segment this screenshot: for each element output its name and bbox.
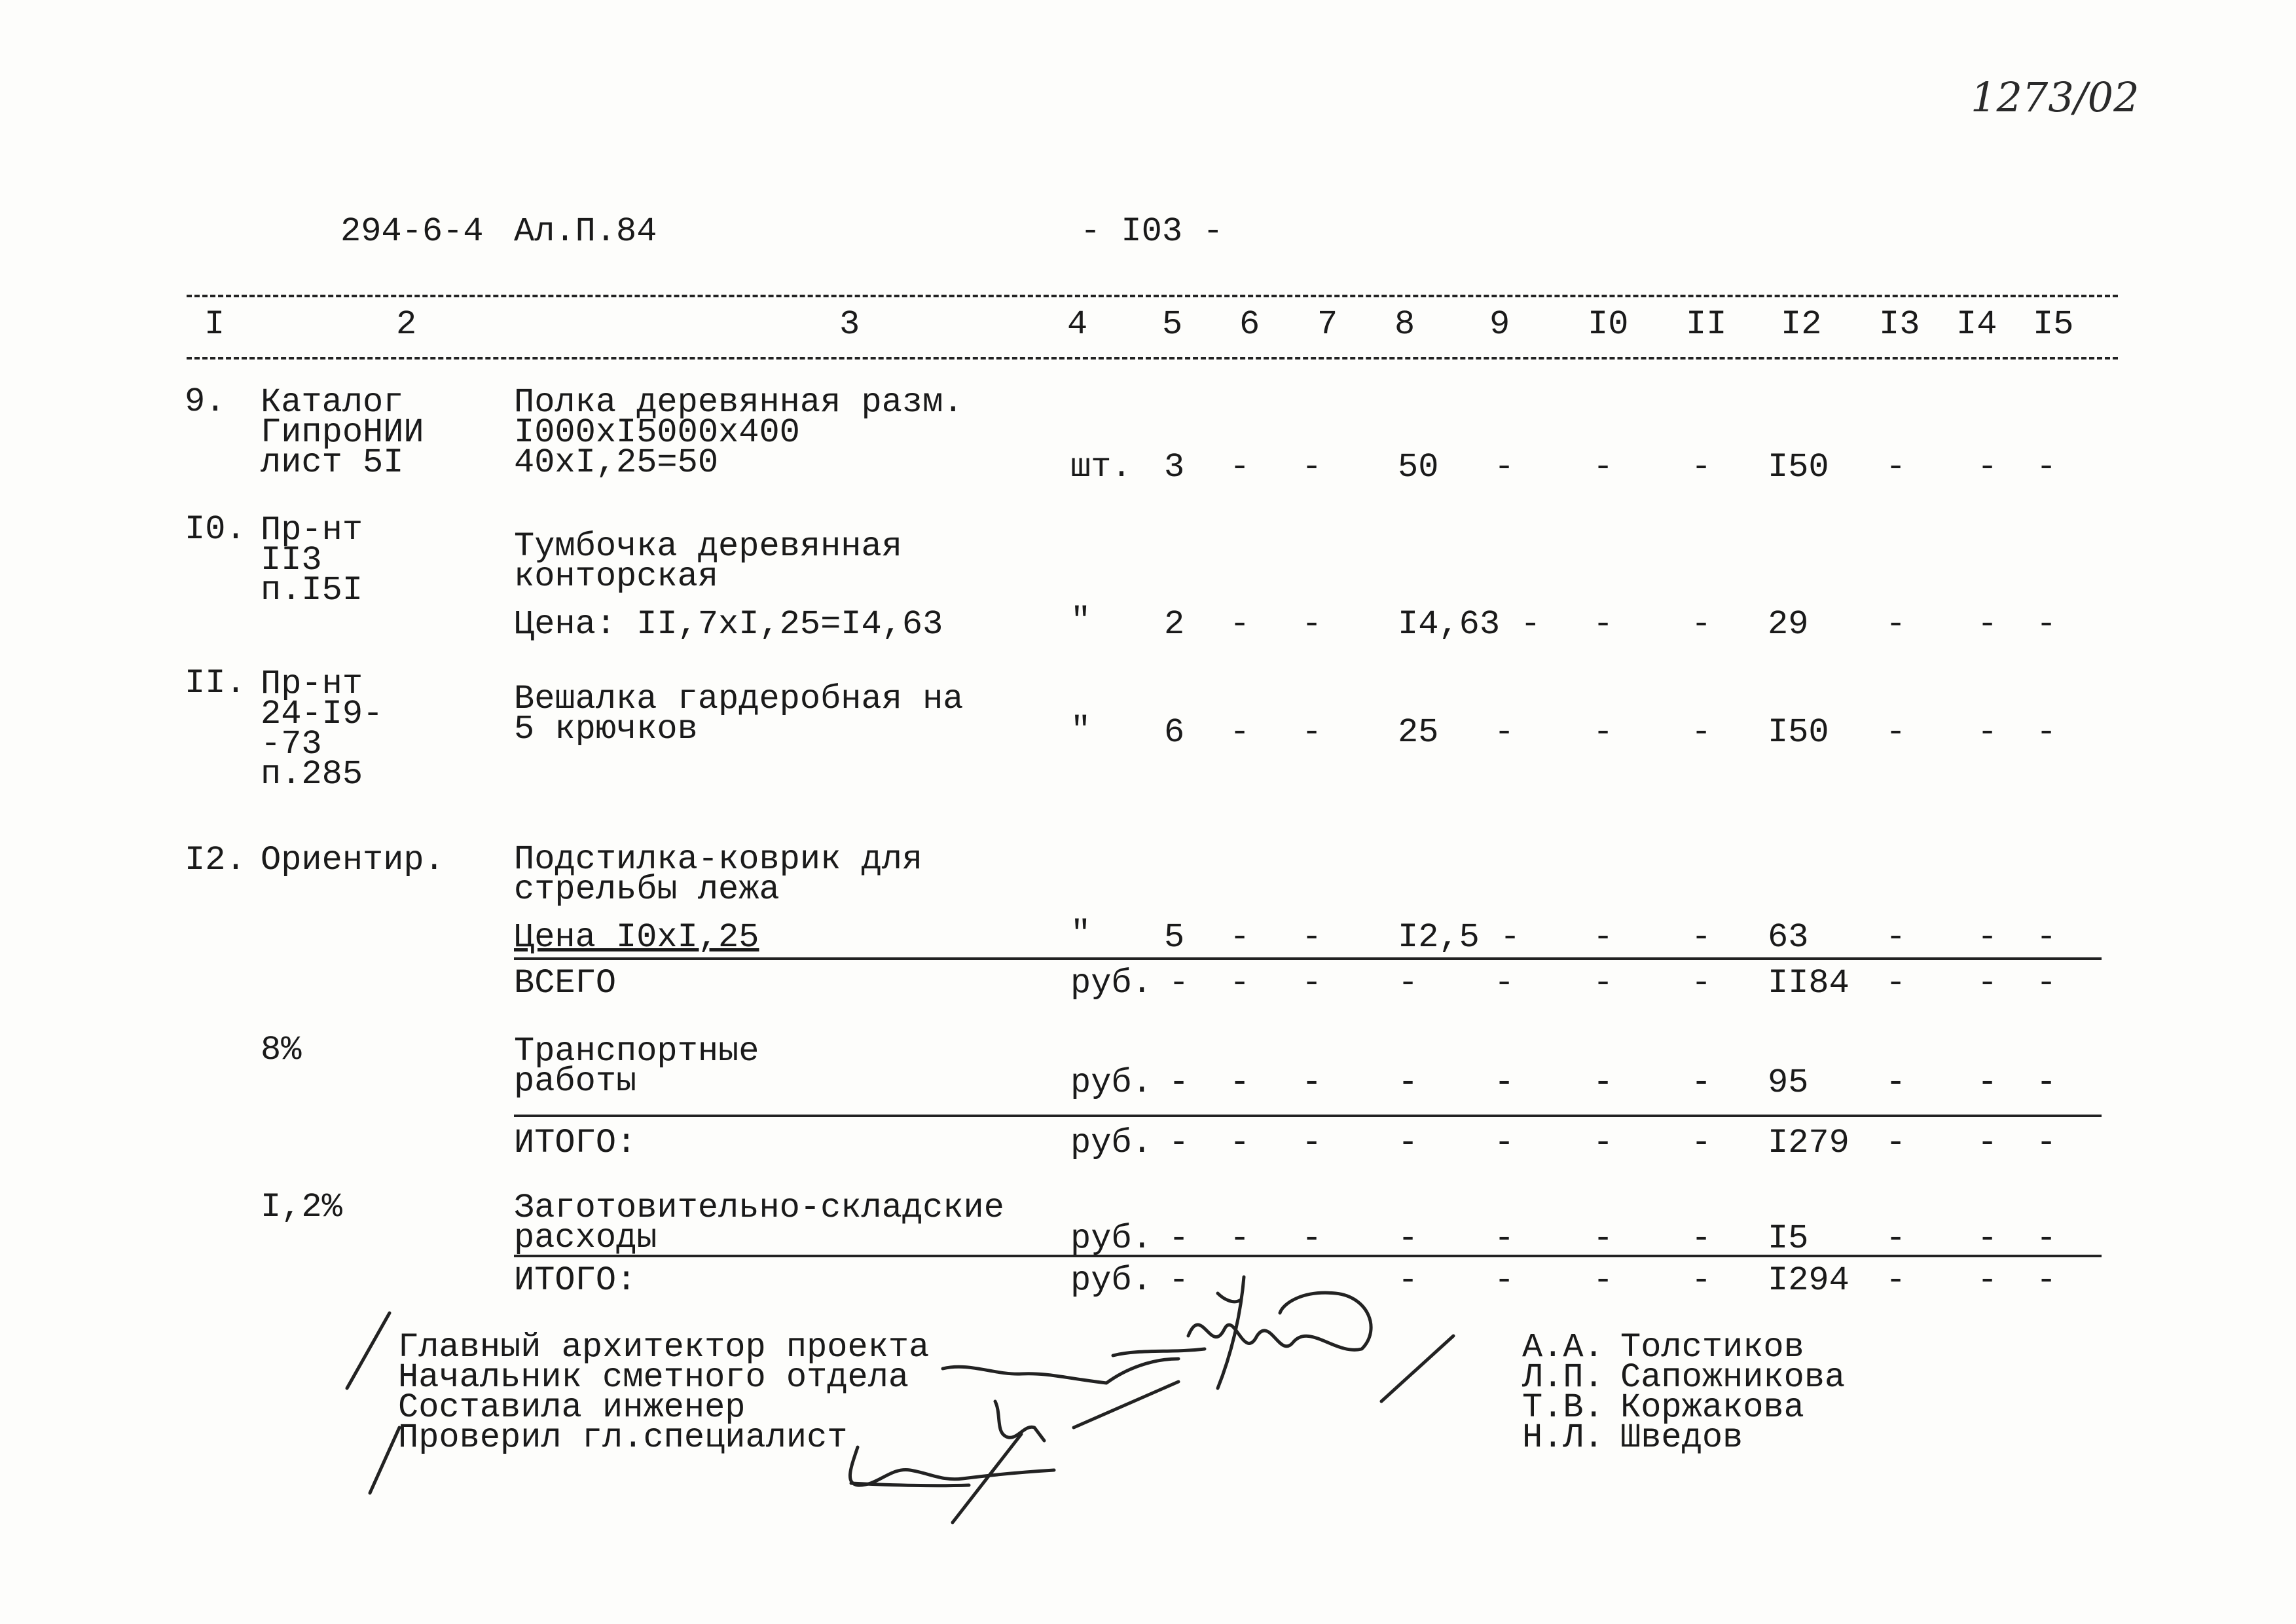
dash: - [1886, 1219, 1906, 1258]
dash: - [1494, 1219, 1515, 1258]
row-source: Пр-нт 24-I9- -73 п.285 [261, 665, 384, 794]
row-col10: - [1593, 918, 1614, 957]
row-col5: 6 [1164, 713, 1185, 752]
dash: - [2036, 1063, 2057, 1102]
dash: - [1977, 1219, 1998, 1258]
signature-initials: А.А. Л.П. Т.В. Н.Л. [1522, 1328, 1604, 1457]
row-col13: - [1886, 918, 1906, 957]
dash: - [1398, 1219, 1419, 1258]
dash: - [1977, 964, 1998, 1003]
dash: - [1886, 1063, 1906, 1102]
col-header-3: 3 [839, 305, 860, 344]
row-col7: - [1302, 605, 1322, 644]
row-source: Пр-нт II3 п.I5I [261, 511, 363, 610]
album-reference: Ал.П.84 [514, 212, 657, 251]
row-col8: I2,5 - [1398, 918, 1521, 957]
dash: - [1169, 1124, 1190, 1162]
row-col14: - [1977, 605, 1998, 644]
row-col15: - [2036, 713, 2057, 752]
row-col13: - [1886, 448, 1906, 487]
summary-amount: 95 [1768, 1063, 1809, 1102]
row-price: Цена I0xI,25 [514, 918, 759, 957]
row-col8: 50 [1398, 448, 1439, 487]
summary-amount: I279 [1768, 1124, 1850, 1162]
row-col10: - [1593, 713, 1614, 752]
row-number: I0. [185, 510, 246, 549]
dash: - [1398, 1124, 1419, 1162]
row-unit: " [1070, 915, 1091, 953]
col-header-1: I [204, 305, 225, 344]
dash: - [1169, 1261, 1190, 1300]
row-col15: - [2036, 605, 2057, 644]
col-header-2: 2 [396, 305, 417, 344]
dash: - [1593, 1063, 1614, 1102]
row-unit: шт. [1070, 448, 1132, 487]
dash: - [1302, 964, 1322, 1003]
col-header-5: 5 [1162, 305, 1183, 344]
row-col5: 2 [1164, 605, 1185, 644]
dash: - [1230, 964, 1250, 1003]
summary-label: Заготовительно-складские расходы [514, 1189, 1004, 1257]
dash: - [1886, 1261, 1906, 1300]
row-col7: - [1302, 713, 1322, 752]
dash: - [1398, 1261, 1419, 1300]
dash: - [1169, 1219, 1190, 1258]
dash: - [1230, 1063, 1250, 1102]
dash: - [1593, 1261, 1614, 1300]
row-col5: 5 [1164, 918, 1185, 957]
row-unit: " [1070, 711, 1091, 750]
dash: - [1494, 1124, 1515, 1162]
row-col6: - [1230, 713, 1250, 752]
dash: - [1169, 964, 1190, 1003]
col-header-13: I3 [1879, 305, 1920, 344]
dash: - [1398, 964, 1419, 1003]
col-header-14: I4 [1956, 305, 1997, 344]
row-number: II. [185, 664, 246, 703]
col-header-11: II [1686, 305, 1727, 344]
summary-amount: II84 [1768, 964, 1850, 1003]
summary-unit: руб. [1070, 1063, 1152, 1102]
summary-percent: 8% [261, 1031, 302, 1069]
document-code: 294-6-4 [340, 212, 484, 251]
col-header-12: I2 [1781, 305, 1822, 344]
row-col10: - [1593, 448, 1614, 487]
dash: - [1691, 964, 1712, 1003]
row-col14: - [1977, 918, 1998, 957]
row-col6: - [1230, 448, 1250, 487]
dash: - [1169, 1063, 1190, 1102]
row-col7: - [1302, 918, 1322, 957]
dash: - [1593, 1124, 1614, 1162]
dash: - [1593, 964, 1614, 1003]
dash: - [1691, 1261, 1712, 1300]
row-col9: - [1494, 448, 1515, 487]
summary-label: ВСЕГО [514, 964, 617, 1003]
row-col14: - [1977, 713, 1998, 752]
col-header-8: 8 [1394, 305, 1415, 344]
row-col15: - [2036, 448, 2057, 487]
summary-label: ИТОГО: [514, 1124, 637, 1162]
summary-unit: руб. [1070, 1124, 1152, 1162]
row-col9: - [1494, 713, 1515, 752]
row-col8: I4,63 - [1398, 605, 1541, 644]
row-unit: " [1070, 602, 1091, 640]
summary-unit: руб. [1070, 1261, 1152, 1300]
row-col11: - [1691, 918, 1712, 957]
dash: - [1691, 1124, 1712, 1162]
row-number: 9. [185, 382, 226, 421]
row-description: Тумбочка деревянная конторская [514, 527, 902, 596]
col-header-6: 6 [1239, 305, 1260, 344]
row-col6: - [1230, 918, 1250, 957]
row-source: Ориентир. [261, 841, 445, 879]
summary-percent: I,2% [261, 1188, 342, 1227]
dash: - [2036, 964, 2057, 1003]
dash: - [1494, 1063, 1515, 1102]
col-header-9: 9 [1489, 305, 1510, 344]
row-col8: 25 [1398, 713, 1439, 752]
row-description: Вешалка гардеробная на 5 крючков [514, 680, 964, 748]
row-col11: - [1691, 713, 1712, 752]
dash: - [1886, 964, 1906, 1003]
row-source: Каталог ГипроНИИ лист 5I [261, 383, 424, 482]
dash: - [1886, 1124, 1906, 1162]
summary-amount: I294 [1768, 1261, 1850, 1300]
dash: - [1977, 1063, 1998, 1102]
row-col10: - [1593, 605, 1614, 644]
corner-handwritten-note: 1273/02 [1971, 73, 2140, 121]
row-col12: I50 [1768, 713, 1829, 752]
dash: - [1494, 1261, 1515, 1300]
dash: - [1593, 1219, 1614, 1258]
dash: - [1302, 1219, 1322, 1258]
dash: - [1977, 1124, 1998, 1162]
row-col12: 63 [1768, 918, 1809, 957]
dash: - [1494, 964, 1515, 1003]
row-col13: - [1886, 713, 1906, 752]
signature-names: Толстиков Сапожникова Коржакова Шведов [1620, 1328, 1846, 1457]
row-col11: - [1691, 605, 1712, 644]
dash: - [1691, 1219, 1712, 1258]
page-number: - I03 - [1080, 212, 1224, 251]
row-col14: - [1977, 448, 1998, 487]
row-col5: 3 [1164, 448, 1185, 487]
summary-label: ИТОГО: [514, 1261, 637, 1300]
summary-label: Транспортные работы [514, 1032, 759, 1101]
summary-amount: I5 [1768, 1219, 1809, 1258]
row-col12: I50 [1768, 448, 1829, 487]
row-col15: - [2036, 918, 2057, 957]
dash: - [2036, 1124, 2057, 1162]
row-col12: 29 [1768, 605, 1809, 644]
dash: - [2036, 1219, 2057, 1258]
dash: - [1230, 1219, 1250, 1258]
dash: - [1230, 1124, 1250, 1162]
row-description: Полка деревянная разм. I000xI5000x400 40xI,25=50 [514, 383, 964, 482]
dash: - [1302, 1124, 1322, 1162]
col-header-15: I5 [2033, 305, 2074, 344]
row-col7: - [1302, 448, 1322, 487]
dash: - [1977, 1261, 1998, 1300]
summary-unit: руб. [1070, 1219, 1152, 1258]
row-description: Подстилка-коврик для стрельбы лежа [514, 840, 923, 909]
row-col11: - [1691, 448, 1712, 487]
row-col13: - [1886, 605, 1906, 644]
dash: - [1302, 1063, 1322, 1102]
dash: - [1398, 1063, 1419, 1102]
row-number: I2. [185, 841, 246, 879]
col-header-10: I0 [1588, 305, 1629, 344]
dash: - [2036, 1261, 2057, 1300]
signature-roles: Главный архитектор проекта Начальник сметного отдела Составила инженер Проверил гл.специалист [398, 1328, 930, 1457]
dash: - [1691, 1063, 1712, 1102]
row-col6: - [1230, 605, 1250, 644]
col-header-7: 7 [1317, 305, 1338, 344]
col-header-4: 4 [1067, 305, 1088, 344]
row-price: Цена: II,7xI,25=I4,63 [514, 605, 943, 644]
summary-unit: руб. [1070, 964, 1152, 1003]
